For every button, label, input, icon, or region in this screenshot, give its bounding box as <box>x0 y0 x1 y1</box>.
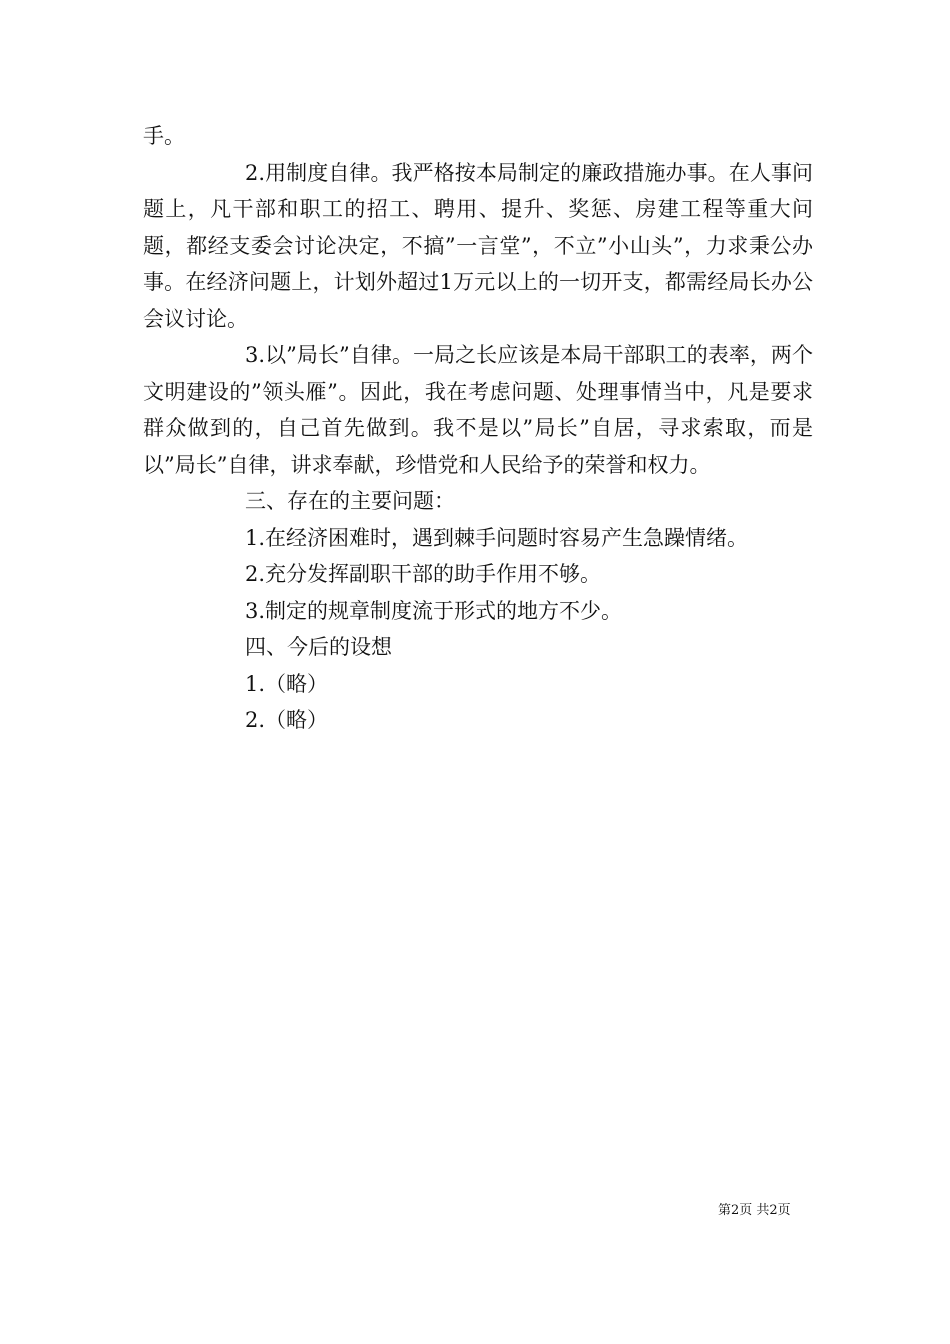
heading-main-problems: 三、存在的主要问题： <box>245 489 455 513</box>
paragraph-director-discipline: 3.以”局长”自律。一局之长应该是本局干部职工的表率，两个文明建设的”领头雁”。因此，我在考虑问题、处理事情当中，凡是要求群众做到的，自己首先做到。我不是以”局长”自居，寻求索取，而是以”局长”自律，讲求奉献，珍惜党和人民给予的荣誉和权力。 <box>143 343 813 477</box>
heading-future-plans: 四、今后的设想 <box>245 635 392 659</box>
document-body <box>143 118 813 739</box>
plan-item-1: 1.（略） <box>245 671 329 696</box>
paragraph-institutional-discipline: 2.用制度自律。我严格按本局制定的廉政措施办事。在人事问题上，凡干部和职工的招工、聘用、提升、奖惩、房建工程等重大问题，都经支委会讨论决定，不搞”一言堂”，不立”小山头”，力求秉公办事。在经济问题上，计划外超过1万元以上的一切开支，都需经局长办公会议讨论。 <box>143 160 813 331</box>
plan-item-2: 2.（略） <box>245 708 329 732</box>
paragraph-continuation: 手。 <box>143 124 185 148</box>
problem-item-1: 1.在经济困难时，遇到棘手问题时容易产生急躁情绪。 <box>245 525 749 550</box>
page-number-footer: 第2页 共2页 <box>718 1203 791 1218</box>
problem-item-2: 2.充分发挥副职干部的助手作用不够。 <box>245 562 602 586</box>
problem-item-3: 3.制定的规章制度流于形式的地方不少。 <box>245 598 623 623</box>
